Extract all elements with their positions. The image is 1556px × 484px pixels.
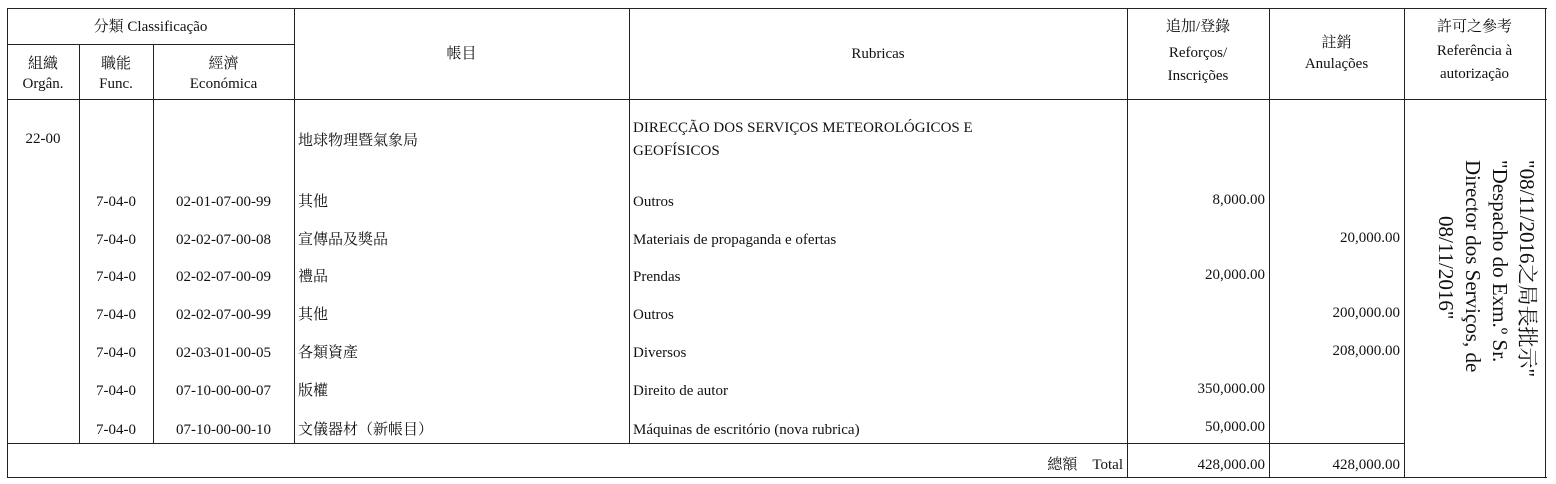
row-zh: 其他: [298, 307, 329, 323]
ref-header-zh: 許可之參考: [1436, 19, 1512, 35]
func-header-zh: 職能: [100, 56, 131, 72]
row-func: 7-04-0: [96, 383, 136, 399]
row-reinf: 50,000.00: [1205, 419, 1265, 435]
total-reinf: 428,000.00: [1197, 457, 1265, 473]
row-econ: 02-02-07-00-99: [176, 307, 271, 323]
department-organ: 22-00: [25, 131, 61, 147]
header-bottom-line: [7, 99, 1547, 100]
organ-header-pt: Orgân.: [22, 76, 64, 92]
reinf-header-pt1: Reforços/: [1168, 45, 1228, 61]
header-divider: [7, 44, 294, 45]
table-border-top: [7, 8, 1547, 9]
row-econ: 07-10-00-00-07: [176, 383, 271, 399]
row-zh: 其他: [298, 194, 329, 210]
authorization-line-3: Director dos Serviços, de: [1461, 160, 1485, 373]
rubric-header-zh: 帳目: [446, 46, 477, 62]
annul-header-pt: Anulações: [1304, 56, 1369, 72]
reinf-header-zh: 追加/登錄: [1165, 19, 1231, 35]
total-annul: 428,000.00: [1332, 457, 1400, 473]
row-pt: Prendas: [633, 269, 681, 285]
row-annul: 208,000.00: [1332, 343, 1400, 359]
row-func: 7-04-0: [96, 194, 136, 210]
row-func: 7-04-0: [96, 307, 136, 323]
row-func: 7-04-0: [96, 345, 136, 361]
rubric-header-pt: Rubricas: [851, 46, 905, 62]
row-econ: 02-02-07-00-08: [176, 232, 271, 248]
row-zh: 宣傳品及獎品: [298, 232, 389, 248]
row-econ: 02-01-07-00-99: [176, 194, 271, 210]
total-label: 總額 Total: [1047, 457, 1123, 473]
econ-header-zh: 經濟: [208, 56, 239, 72]
row-pt: Diversos: [633, 345, 687, 361]
authorization-line-2: "Despacho do Exm.º Sr.: [1488, 160, 1512, 363]
ref-header-pt1: Referência à: [1436, 43, 1513, 59]
row-pt: Direito de autor: [633, 383, 728, 399]
row-pt: Outros: [633, 307, 674, 323]
row-annul: 200,000.00: [1332, 305, 1400, 321]
row-econ: 07-10-00-00-10: [176, 422, 271, 438]
row-pt: Outros: [633, 194, 674, 210]
row-pt: Materiais de propaganda e ofertas: [633, 232, 837, 248]
organ-header-zh: 組織: [27, 56, 58, 72]
row-pt: Máquinas de escritório (nova rubrica): [633, 422, 860, 438]
row-func: 7-04-0: [96, 232, 136, 248]
ref-header-pt2: autorização: [1439, 66, 1510, 82]
row-zh: 各類資產: [298, 345, 359, 361]
row-func: 7-04-0: [96, 269, 136, 285]
department-name-pt-1: DIRECÇÃO DOS SERVIÇOS METEOROLÓGICOS E: [633, 120, 973, 136]
row-reinf: 350,000.00: [1197, 381, 1265, 397]
func-header-pt: Func.: [99, 76, 133, 92]
row-reinf: 20,000.00: [1205, 267, 1265, 283]
row-annul: 20,000.00: [1340, 230, 1400, 246]
total-row-line: [7, 443, 1405, 444]
col-line: [629, 8, 630, 443]
authorization-line-4: 08/11/2016": [1434, 216, 1458, 320]
row-econ: 02-03-01-00-05: [176, 345, 271, 361]
reinf-header-pt2: Inscrições: [1167, 68, 1229, 84]
row-econ: 02-02-07-00-09: [176, 269, 271, 285]
row-reinf: 8,000.00: [1212, 192, 1265, 208]
table-border-bottom: [7, 477, 1547, 478]
row-zh: 版權: [298, 383, 329, 399]
col-line: [294, 8, 295, 443]
authorization-line-1: "08/11/2016之局長批示": [1515, 160, 1539, 378]
department-name-zh: 地球物理暨氣象局: [298, 133, 419, 149]
row-zh: 禮品: [298, 269, 329, 285]
row-zh: 文儀器材（新帳目）: [298, 422, 434, 438]
authorization-reference: [1412, 130, 1552, 450]
department-name-pt-2: GEOFÍSICOS: [633, 143, 720, 159]
row-func: 7-04-0: [96, 422, 136, 438]
annul-header-zh: 註銷: [1321, 35, 1352, 51]
authorization-text: [1432, 160, 1540, 440]
econ-header-pt: Económica: [189, 76, 258, 92]
classification-header: 分類 Classificação: [93, 19, 208, 35]
budget-table: [7, 8, 1547, 477]
